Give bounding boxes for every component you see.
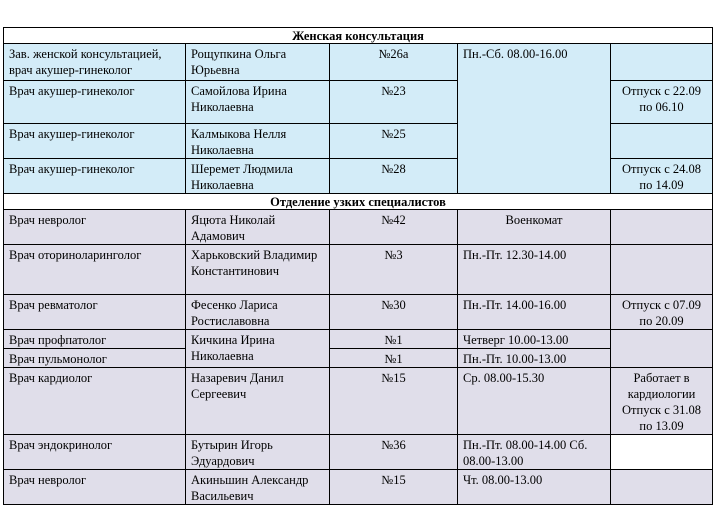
room-cell: №1 — [330, 330, 458, 349]
top-blank-area — [0, 0, 715, 27]
name-cell: Рощупкина Ольга Юрьевна — [186, 44, 330, 81]
schedule-cell: Военкомат — [458, 210, 611, 245]
schedule-cell: Пн.-Сб. 08.00-16.00 — [458, 44, 611, 194]
name-cell: Фесенко Лариса Ростиславовна — [186, 295, 330, 330]
name-cell: Назаревич Данил Сергеевич — [186, 368, 330, 435]
note-cell: Отпуск с 22.09 по 06.10 — [611, 81, 713, 124]
name-cell: Калмыкова Нелля Николаевна — [186, 124, 330, 159]
note-cell — [611, 470, 713, 505]
room-cell: №42 — [330, 210, 458, 245]
room-cell: №25 — [330, 124, 458, 159]
position-cell: Врач акушер-гинеколог — [4, 159, 186, 194]
note-cell: Работает в кардиологии Отпуск с 31.08 по 13.09 — [611, 368, 713, 435]
schedule-cell: Чт. 08.00-13.00 — [458, 470, 611, 505]
table-row — [4, 295, 713, 330]
name-cell: Кичкина Ирина Николаевна — [186, 330, 330, 368]
table-row — [4, 245, 713, 295]
position-cell: Врач акушер-гинеколог — [4, 81, 186, 124]
position-cell: Зав. женской консультацией, врач акушер-гинеколог — [4, 44, 186, 81]
position-cell: Врач эндокринолог — [4, 435, 186, 470]
schedule-cell: Четверг 10.00-13.00 — [458, 330, 611, 349]
name-cell: Харьковский Владимир Константинович — [186, 245, 330, 295]
note-cell: Отпуск с 24.08 по 14.09 — [611, 159, 713, 194]
table-row — [4, 44, 713, 81]
note-cell — [611, 124, 713, 159]
schedule-table — [3, 27, 713, 505]
room-cell: №26а — [330, 44, 458, 81]
position-cell: Врач профпатолог — [4, 330, 186, 349]
position-cell: Врач пульмонолог — [4, 349, 186, 368]
room-cell: №3 — [330, 245, 458, 295]
table-row — [4, 368, 713, 435]
room-cell: №1 — [330, 349, 458, 368]
note-cell — [611, 44, 713, 81]
table-row — [4, 470, 713, 505]
room-cell: №36 — [330, 435, 458, 470]
section-title: Отделение узких специалистов — [4, 194, 713, 210]
room-cell: №23 — [330, 81, 458, 124]
section-title: Женская консультация — [4, 28, 713, 44]
room-cell: №15 — [330, 368, 458, 435]
schedule-cell: Пн.-Пт. 14.00-16.00 — [458, 295, 611, 330]
position-cell: Врач невролог — [4, 210, 186, 245]
position-cell: Врач кардиолог — [4, 368, 186, 435]
note-cell — [611, 330, 713, 368]
table-row — [4, 435, 713, 470]
name-cell: Самойлова Ирина Николаевна — [186, 81, 330, 124]
name-cell: Яцюта Николай Адамович — [186, 210, 330, 245]
note-cell — [611, 435, 713, 470]
position-cell: Врач ревматолог — [4, 295, 186, 330]
note-cell — [611, 210, 713, 245]
note-cell — [611, 245, 713, 295]
position-cell: Врач невролог — [4, 470, 186, 505]
name-cell: Шеремет Людмила Николаевна — [186, 159, 330, 194]
position-cell: Врач акушер-гинеколог — [4, 124, 186, 159]
name-cell: Бутырин Игорь Эдуардович — [186, 435, 330, 470]
schedule-cell: Пн.-Пт. 10.00-13.00 — [458, 349, 611, 368]
room-cell: №30 — [330, 295, 458, 330]
table-row — [4, 349, 713, 368]
section-header-narrow-specialists — [4, 194, 713, 210]
room-cell: №15 — [330, 470, 458, 505]
position-cell: Врач оториноларинголог — [4, 245, 186, 295]
room-cell: №28 — [330, 159, 458, 194]
name-cell: Акиньшин Александр Васильевич — [186, 470, 330, 505]
schedule-cell: Ср. 08.00-15.30 — [458, 368, 611, 435]
note-cell: Отпуск с 07.09 по 20.09 — [611, 295, 713, 330]
table-row — [4, 210, 713, 245]
schedule-cell: Пн.-Пт. 08.00-14.00 Сб. 08.00-13.00 — [458, 435, 611, 470]
section-header-womens-consultation — [4, 28, 713, 44]
table-row — [4, 330, 713, 349]
schedule-cell: Пн.-Пт. 12.30-14.00 — [458, 245, 611, 295]
